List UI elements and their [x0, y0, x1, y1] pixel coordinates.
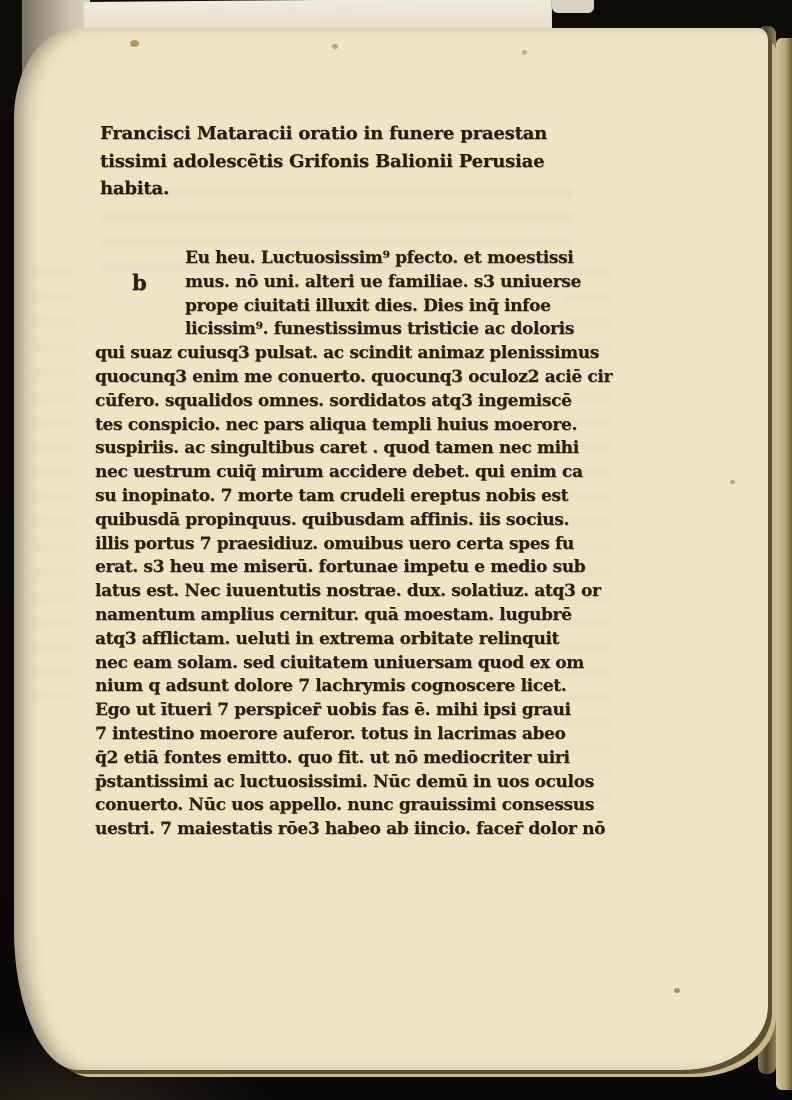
verso-showthrough-left — [30, 268, 74, 698]
text-line: uestri. 7 maiestatis rōe3 habeo ab iincio. facer̄ dolor nō — [95, 819, 606, 840]
title-block — [100, 120, 547, 203]
text-line: 7 intestino moerore auferor. totus in lacrimas abeo — [95, 723, 566, 744]
text-line: illis portus 7 praesidiuz. omuibus uero certa spes fu — [95, 533, 574, 554]
text-line: prope ciuitati illuxit dies. Dies inq̄ infoe — [185, 295, 551, 316]
text-line: mus. nō uni. alteri ue familiae. s3 uniuerse — [185, 271, 581, 292]
text-line: tes conspicio. nec pars aliqua templi huius moerore. — [95, 414, 578, 435]
text-line: nec eam solam. sed ciuitatem uniuersam quod ex om — [95, 652, 584, 673]
book-page — [14, 28, 768, 1070]
text-line: namentum amplius cernitur. quā moestam. lugubrē — [95, 604, 572, 625]
text-line: licissim⁹. funestissimus tristicie ac doloris — [185, 319, 574, 340]
text-line: cūfero. squalidos omnes. sordidatos atq3 ingemiscē — [95, 390, 572, 411]
foxing-speck — [130, 40, 139, 47]
text-line: conuerto. Nūc uos appello. nunc grauissimi consessus — [95, 795, 594, 816]
text-line: Eu heu. Luctuosissim⁹ pfecto. et moestissi — [185, 248, 574, 268]
text-line: Ego ut ītueri 7 perspicer̄ uobis fas ē. mihi ipsi graui — [95, 700, 571, 721]
text-line: quibusdā propinquus. quibusdam affinis. iis socius. — [95, 509, 570, 530]
text-line: q̄2 etiā fontes emitto. quo fit. ut nō mediocriter uiri — [95, 747, 570, 768]
text-line: atq3 afflictam. ueluti in extrema orbitate relinquit — [95, 628, 560, 649]
guide-letter: b — [132, 270, 147, 295]
heading-line: tissimi adolescētis Grifonis Balionii Perusiae — [100, 150, 545, 172]
heading-line: habita. — [100, 178, 170, 199]
heading-line: Francisci Mataracii oratio in funere praestan — [100, 123, 548, 144]
text-line: erat. s3 heu me miserū. fortunae impetu e medio sub — [95, 557, 586, 578]
body-text-block — [95, 247, 612, 842]
text-line: latus est. Nec iuuentutis nostrae. dux. solatiuz. atq3 or — [95, 581, 601, 602]
foxing-speck — [332, 44, 338, 49]
foxing-speck — [522, 50, 527, 55]
foxing-speck — [730, 480, 735, 484]
underlying-page-tab — [552, 0, 594, 13]
ink-speck — [674, 988, 680, 993]
text-line: su inopinato. 7 morte tam crudeli ereptus nobis est — [95, 485, 569, 506]
text-line: p̄stantissimi ac luctuosissimi. Nūc demū in uos oculos — [95, 771, 594, 792]
text-line: nec uestrum cuiq̄ mirum accidere debet. qui enim ca — [95, 462, 583, 483]
text-line: quocunq3 enim me conuerto. quocunq3 oculoz2 aciē cir — [95, 366, 613, 387]
text-line: suspiriis. ac singultibus caret . quod tamen nec mihi — [95, 438, 579, 459]
book-fore-edge-light — [776, 38, 792, 1090]
text-line: qui suaz cuiusq3 pulsat. ac scindit animaz plenissimus — [95, 343, 599, 364]
text-line: nium q adsunt dolore 7 lachrymis cognoscere licet. — [95, 676, 567, 697]
